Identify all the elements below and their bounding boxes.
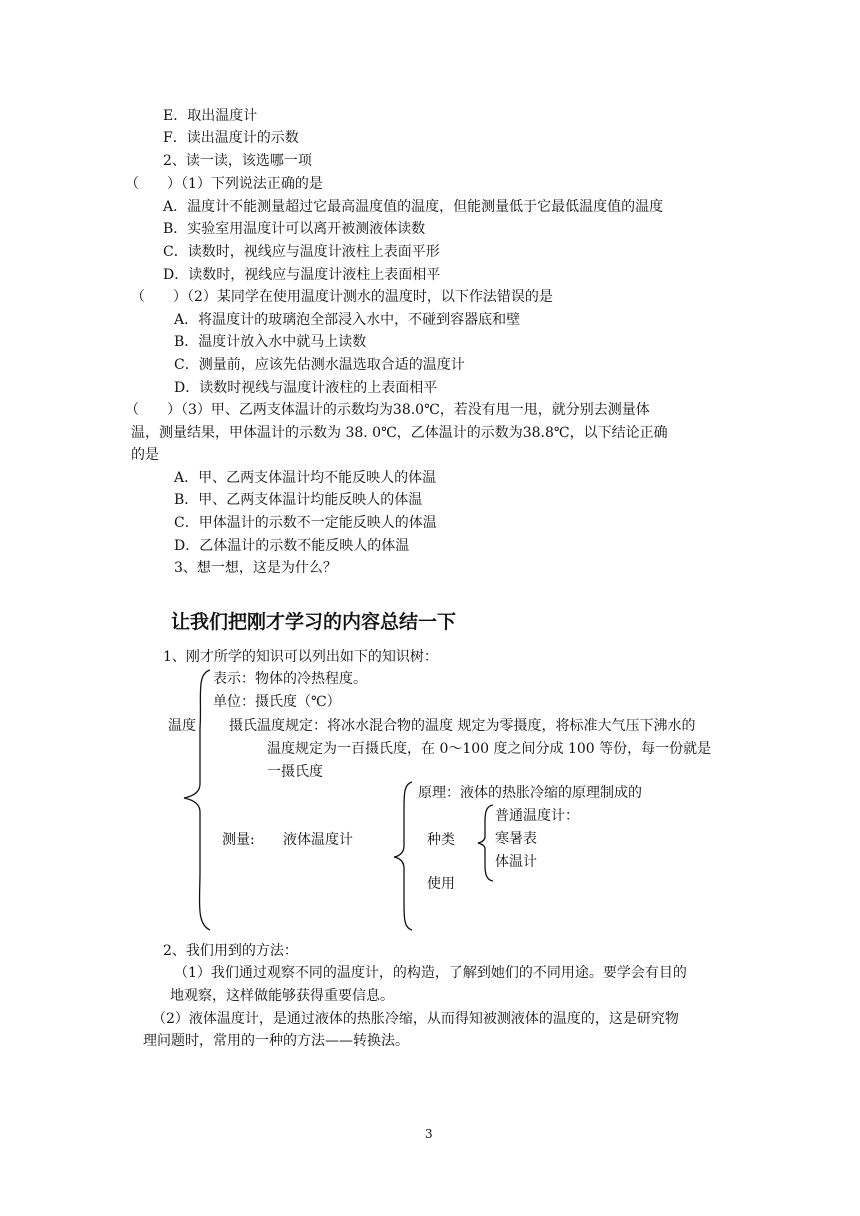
tree-usage-label: 使用 xyxy=(427,876,455,892)
summary-item-1: 1、刚才所学的知识可以列出如下的知识树： xyxy=(163,649,438,665)
q3-option-b: B．甲、乙两支体温计均能反映人的体温 xyxy=(174,492,423,508)
q1-option-a: A．温度计不能测量超过它最高温度值的温度，但能测量低于它最低温度值的温度 xyxy=(163,199,664,215)
q2-option-b: B．温度计放入水中就马上读数 xyxy=(174,334,367,350)
tree-type-clinical: 体温计 xyxy=(495,854,537,870)
tree-measure-brace xyxy=(392,780,416,932)
q3-stem-line1: （ ）（3）甲、乙两支体温计的示数均为38.0℃，若没有甩一甩，就分别去测量体 xyxy=(125,402,650,418)
tree-root-label: 温度 xyxy=(168,718,196,734)
tree-principle: 原理：液体的热胀冷缩的原理制成的 xyxy=(418,785,642,801)
q3-option-a: A．甲、乙两支体温计均不能反映人的体温 xyxy=(174,470,437,486)
q2-option-a: A．将温度计的玻璃泡全部浸入水中，不碰到容器底和壁 xyxy=(174,312,521,328)
summary-item-2: 2、我们用到的方法： xyxy=(163,943,298,959)
summary-heading: 让我们把刚才学习的内容总结一下 xyxy=(171,611,457,633)
q2-option-d: D．读数时视线与温度计液柱的上表面相平 xyxy=(174,380,438,396)
option-f: F．读出温度计的示数 xyxy=(163,130,299,146)
q1-option-c: C．读数时，视线应与温度计液柱上表面平形 xyxy=(163,244,440,260)
q1-option-b: B．实验室用温度计可以离开被测液体读数 xyxy=(163,221,426,237)
tree-celsius-line1: 摄氏温度规定：将冰水混合物的温度 规定为零摄度，将标准大气压下沸水的 xyxy=(229,718,696,734)
method-1-line2: 地观察，这样做能够获得重要信息。 xyxy=(170,988,394,1004)
tree-types-label: 种类 xyxy=(427,832,455,848)
tree-celsius-line2: 温度规定为一百摄氏度，在 0～100 度之间分成 100 等份，每一份就是 xyxy=(267,741,712,757)
q2-option-c: C．测量前，应该先估测水温选取合适的温度计 xyxy=(174,357,465,373)
tree-represent: 表示：物体的冷热程度。 xyxy=(213,671,367,687)
q3-option-d: D．乙体温计的示数不能反映人的体温 xyxy=(174,538,410,554)
tree-measure-label: 测量: xyxy=(222,832,255,848)
tree-type-ordinary: 普通温度计： xyxy=(495,808,579,824)
page-number: 3 xyxy=(425,1127,433,1141)
question-3-title: 3、想一想，这是为什么？ xyxy=(174,560,337,576)
tree-liquid-thermometer: 液体温度计 xyxy=(283,832,353,848)
tree-unit: 单位：摄氏度（℃） xyxy=(213,694,341,710)
question-2-title: 2、读一读，该选哪一项 xyxy=(163,153,312,169)
q3-option-c: C．甲体温计的示数不一定能反映人的体温 xyxy=(174,515,437,531)
tree-type-thermometer-chart: 寒暑表 xyxy=(495,831,537,847)
q1-option-d: D．读数时，视线应与温度计液柱上表面相平 xyxy=(163,267,441,283)
q3-stem-line2: 温，测量结果，甲体温计的示数为 38. 0℃，乙体温计的示数为38.8℃，以下结论正确 xyxy=(131,425,668,441)
option-e: E．取出温度计 xyxy=(163,108,258,124)
q2-stem: （ ）（2）某同学在使用温度计测水的温度时，以下作法错误的是 xyxy=(131,289,553,305)
method-2-line2: 理问题时，常用的一种的方法——转换法。 xyxy=(143,1033,409,1049)
tree-types-brace xyxy=(476,803,496,883)
tree-celsius-line3: 一摄氏度 xyxy=(267,764,323,780)
q1-stem: （ ）（1）下列说法正确的是 xyxy=(125,176,323,192)
method-2-line1: （2）液体温度计，是通过液体的热胀冷缩，从而得知被测液体的温度的，这是研究物 xyxy=(152,1011,679,1027)
method-1-line1: （1）我们通过观察不同的温度计，的构造，了解到她们的不同用途。要学会有目的 xyxy=(174,965,687,981)
q3-stem-line3: 的是 xyxy=(131,447,159,463)
